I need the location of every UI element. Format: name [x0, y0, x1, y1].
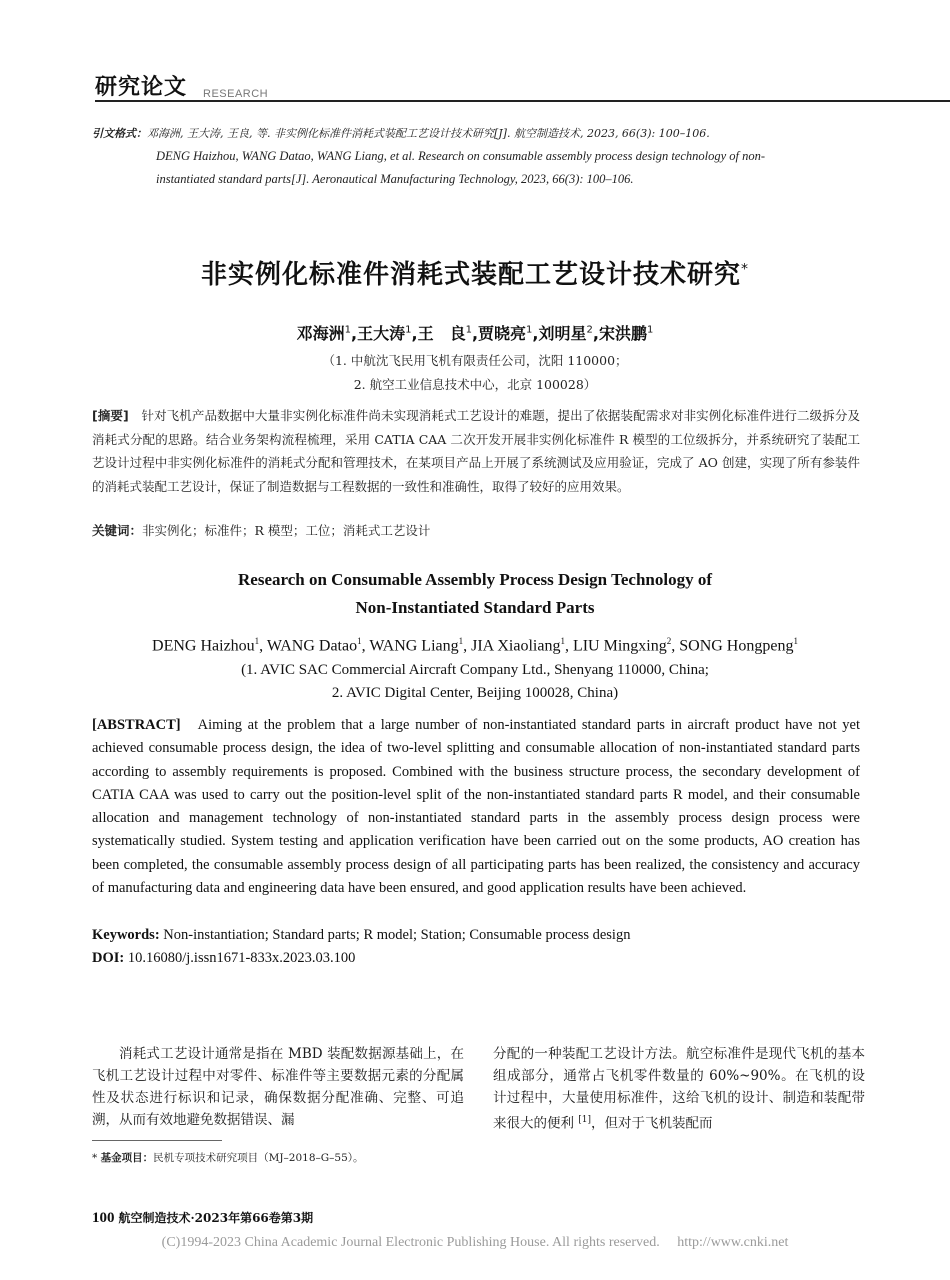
- keywords-en-label: Keywords:: [92, 927, 160, 943]
- affiliation-cn-2: 2. 航空工业信息技术中心，北京 100028）: [353, 377, 597, 392]
- author-separator: ,: [361, 637, 370, 655]
- footnote-mark: *: [92, 1152, 98, 1164]
- author-name: WANG Liang: [369, 637, 459, 655]
- author-separator: ,: [592, 324, 599, 343]
- affiliation-cn-1: （1. 中航沈飞民用飞机有限责任公司，沈阳 110000；: [322, 353, 628, 368]
- author-affiliation-mark: 1: [465, 324, 472, 336]
- author-separator: ,: [259, 637, 267, 655]
- watermark-url[interactable]: http://www.cnki.net: [677, 1235, 789, 1250]
- author-name: 王 良: [417, 324, 466, 343]
- doi: [92, 950, 355, 967]
- footnote-rule: [92, 1140, 222, 1141]
- page-footer: [92, 1209, 313, 1227]
- page-number: 100: [92, 1210, 115, 1226]
- body-paragraph-right: 分配的一种装配工艺设计方法。航空标准件是现代飞机的基本组成部分，通常占飞机零件数量的 60%~90%。在飞机的设计过程中，大量使用标准件，这给飞机的设计、制造和装配带来很大的便利 [1]，但对于飞机装配而: [493, 1046, 865, 1132]
- author-name: JIA Xiaoliang: [471, 637, 561, 655]
- citation-block: [92, 122, 872, 191]
- author-name: WANG Datao: [266, 637, 358, 655]
- author-name: SONG Hongpeng: [679, 637, 794, 655]
- author-separator: ,: [411, 324, 418, 343]
- keywords-cn-text: 非实例化；标准件；R 模型；工位；消耗式工艺设计: [142, 523, 431, 538]
- author-affiliation-mark: 1: [793, 636, 798, 646]
- author-affiliation-mark: 1: [357, 636, 362, 646]
- title-en-line1: Research on Consumable Assembly Process Design Technology of: [238, 570, 712, 589]
- abstract-en: [92, 714, 860, 900]
- author-affiliation-mark: 1: [458, 636, 464, 646]
- section-title: 研究论文: [95, 75, 188, 100]
- author-name: 王大涛: [357, 324, 406, 343]
- author-name: DENG Haizhou: [152, 637, 255, 655]
- footnote-text: 民机专项技术研究项目（MJ–2018–G–55）。: [153, 1152, 364, 1164]
- author-separator: ,: [532, 324, 539, 343]
- citation-en-line2: instantiated standard parts[J]. Aeronautical Manufacturing Technology, 2023, 66(3): 100–106.: [156, 172, 634, 186]
- author-affiliation-mark: 1: [560, 636, 565, 646]
- title-en: [0, 566, 950, 622]
- abstract-en-label: [ABSTRACT]: [92, 717, 181, 733]
- author-separator: ,: [564, 637, 573, 655]
- title-en-line2: Non-Instantiated Standard Parts: [355, 598, 595, 617]
- title-cn: 非实例化标准件消耗式装配工艺设计技术研究*: [200, 260, 749, 290]
- abstract-cn-text: 针对飞机产品数据中大量非实例化标准件尚未实现消耗式工艺设计的难题，提出了依据装配需求对非实例化标准件进行二级拆分及消耗式分配的思路。结合业务架构流程梳理，采用 CATIA CAA 二次开发开展非实例化标准件 R 模型的工位级拆分，并系统研究了装配工艺设计过程中非实例化标准件的消耗式分配和管理技术，在某项目产品上开展了系统测试及应用验证，完成了 AO 创建，实现了所有参装件的消耗式装配工艺设计，保证了制造数据与工程数据的一致性和准确性，取得了较好的应用效果。: [92, 408, 860, 494]
- authors-en: [0, 636, 950, 655]
- author-name: 贾晓亮: [478, 324, 527, 343]
- author-affiliation-mark: 1: [254, 636, 260, 646]
- header-rule: [95, 100, 950, 102]
- copyright-watermark: [0, 1235, 950, 1251]
- author-separator: ,: [671, 637, 680, 655]
- affiliation-en-2: 2. AVIC Digital Center, Beijing 100028, China): [331, 685, 619, 701]
- abstract-en-text: Aiming at the problem that a large number of non-instantiated standard parts in aircraft product have not yet achieved consumable process design, the idea of two-level splitting and consumable allocation of non-instantiated standard parts according to assembly requirements is proposed. Combined with the business structure process, the secondary development of CATIA CAA was used to carry out the position-level split of the non-instantiated standard parts R model, and their consumable allocation and management technology of non-instantiated standard parts in the assembly process design process were systematically studied. System testing and application verification have been carried out on the some products, AO creation has been completed, the consumable assembly process design of all participating parts has been realized, the consistency and accuracy of manufacturing data and engineering data have been ensured, and good application results have been achieved.: [92, 717, 860, 897]
- author-affiliation-mark: 1: [405, 324, 412, 336]
- journal-info: 航空制造技术·2023年第66卷第3期: [118, 1211, 314, 1225]
- citation-label: 引文格式：: [92, 127, 147, 140]
- watermark-left: (C)1994-2023 China Academic Journal Electronic Publishing House. All rights reserved.: [161, 1235, 660, 1250]
- keywords-en-text: Non-instantiation; Standard parts; R model; Station; Consumable process design: [163, 927, 631, 943]
- author-name: 邓海洲: [296, 324, 345, 343]
- doi-label: DOI:: [92, 950, 125, 966]
- reference-mark: [1]: [578, 1115, 592, 1125]
- citation-cn: 邓海洲, 王大涛, 王良, 等. 非实例化标准件消耗式装配工艺设计技术研究[J]. 航空制造技术, 2023, 66(3): 100–106.: [147, 127, 710, 140]
- author-affiliation-mark: 1: [344, 324, 352, 336]
- author-name: LIU Mingxing: [572, 637, 667, 655]
- author-name: 宋洪鹏: [598, 324, 647, 343]
- section-header: [95, 70, 950, 104]
- author-affiliation-mark: 2: [586, 324, 593, 336]
- author-separator: ,: [471, 324, 479, 343]
- keywords-cn: [92, 521, 430, 539]
- abstract-cn: [92, 404, 860, 498]
- citation-en-line1: DENG Haizhou, WANG Datao, WANG Liang, et al. Research on consumable assembly process design technology of non-: [156, 149, 766, 163]
- footnote-funding: [92, 1150, 364, 1165]
- authors-cn: [0, 321, 950, 344]
- author-affiliation-mark: 2: [666, 636, 672, 646]
- footnote-label: 基金项目：: [100, 1152, 154, 1164]
- author-separator: ,: [463, 637, 472, 655]
- keywords-en: [92, 927, 630, 944]
- author-affiliation-mark: 1: [646, 324, 654, 336]
- body-column-right: [493, 1043, 865, 1135]
- author-affiliation-mark: 1: [526, 324, 533, 336]
- abstract-cn-label: [摘要]: [92, 408, 129, 423]
- author-name: 刘明星: [538, 324, 587, 343]
- author-separator: ,: [351, 324, 358, 343]
- body-paragraph-left: 消耗式工艺设计通常是指在 MBD 装配数据源基础上，在飞机工艺设计过程中对零件、标准件等主要数据元素的分配属性及状态进行标识和记录，确保数据分配准确、完整、可追溯，从而有效地避免数据错误、漏: [92, 1046, 464, 1128]
- body-column-left: [92, 1043, 464, 1131]
- keywords-cn-label: 关键词：: [92, 523, 143, 538]
- title-footnote-mark: *: [741, 261, 749, 278]
- affiliation-en-1: (1. AVIC SAC Commercial Aircraft Company Ltd., Shenyang 110000, China;: [241, 662, 709, 678]
- section-subtitle: RESEARCH: [203, 88, 269, 100]
- doi-text: 10.16080/j.issn1671-833x.2023.03.100: [127, 950, 356, 966]
